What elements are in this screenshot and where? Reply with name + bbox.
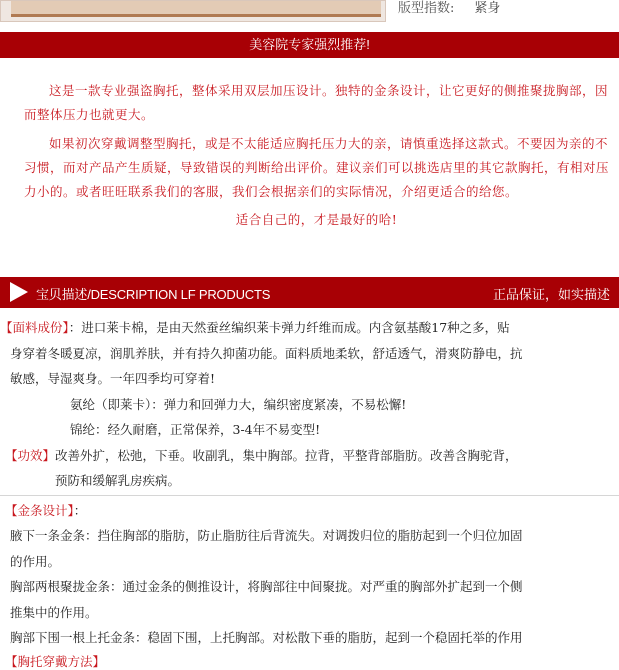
- intro-paragraph-2: 如果初次穿戴调整型胸托，或是不太能适应胸托压力大的亲，请慎重选择这款式。不要因为亲的不习惯，而对产品产生质疑，导致错误的判断给出评价。建议亲们可以挑选店里的其它款胸托，有相对压力小的。或者旺旺联系我们的客服，我们会根据亲们的实际情况，介绍更适合的给您。: [24, 136, 610, 199]
- gold-underarm-1: 腋下一条金条：挡住胸部的脂肪，防止脂肪往后背流失。对调拨归位的脂肪起到一个归位加固: [10, 528, 523, 543]
- gold-tag: 【金条设计】: [5, 503, 74, 518]
- nylon-line: 氨纶（即莱卡）：弹力和回弹力大，编织密度紧凑，不易松懈!: [70, 397, 407, 412]
- spec-row: [398, 0, 500, 16]
- effect-tag: 【功效】: [5, 448, 56, 463]
- divider: [0, 495, 619, 496]
- top-area: [0, 0, 619, 32]
- play-triangle-icon: [10, 282, 28, 302]
- fabric-text-1: ：进口莱卡棉，是由天然蚕丝编织莱卡弹力纤维而成。内含氨基酸17种之多，贴: [68, 320, 510, 335]
- guarantee-text: 正品保证，如实描述: [492, 287, 610, 302]
- fabric-line-1: [0, 318, 510, 336]
- intro-text: [24, 79, 609, 232]
- gold-colon: ：: [73, 503, 87, 518]
- effect-line-2: 预防和缓解乳房疾病。: [55, 473, 181, 488]
- product-photo: [0, 0, 386, 22]
- effect-text-1: 改善外扩，松弛，下垂。收副乳，集中胸部。拉背，平整背部脂肪。改善含胸驼背，: [55, 448, 518, 463]
- effect-line-1: [5, 446, 518, 464]
- gold-heading: [5, 501, 86, 519]
- fabric-tag: 【面料成份】: [0, 320, 69, 335]
- intro-paragraph-1: 这是一款专业强盗胸托，整体采用双层加压设计。独特的金条设计，让它更好的侧推聚拢胸部，因而整体压力也就更大。: [24, 83, 609, 122]
- intro-closing: 适合自己的，才是最好的哈!: [235, 212, 398, 227]
- gold-push-1: 胸部两根聚拢金条：通过金条的侧推设计，将胸部往中间聚拢。对严重的胸部外扩起到一个侧: [10, 579, 523, 594]
- description-header: [0, 277, 619, 308]
- gold-lift-1: 胸部下围一根上托金条：稳固下围，上托胸部。对松散下垂的脂肪，起到一个稳固托举的作用: [10, 630, 523, 645]
- gold-push-2: 推集中的作用。: [10, 605, 98, 620]
- gold-underarm-2: 的作用。: [10, 554, 61, 569]
- wearing-method-heading: 【胸托穿戴方法】: [5, 654, 106, 669]
- fabric-line-3: 敏感，导湿爽身。一年四季均可穿着!: [10, 371, 216, 386]
- recommend-banner: 美容院专家强烈推荐!: [0, 32, 619, 58]
- polyamide-line: 锦纶：经久耐磨，正常保养，3-4年不易变型!: [70, 422, 321, 437]
- spec-value: 紧身: [474, 1, 501, 16]
- fabric-line-2: 身穿着冬暖夏凉，润肌养肤，并有持久抑菌功能。面料质地柔软，舒适透气，滑爽防静电，抗: [10, 346, 523, 361]
- product-band-image: [11, 1, 381, 17]
- description-title: 宝贝描述/DESCRIPTION LF PRODUCTS: [36, 287, 271, 302]
- spec-label: 版型指数:: [398, 1, 455, 16]
